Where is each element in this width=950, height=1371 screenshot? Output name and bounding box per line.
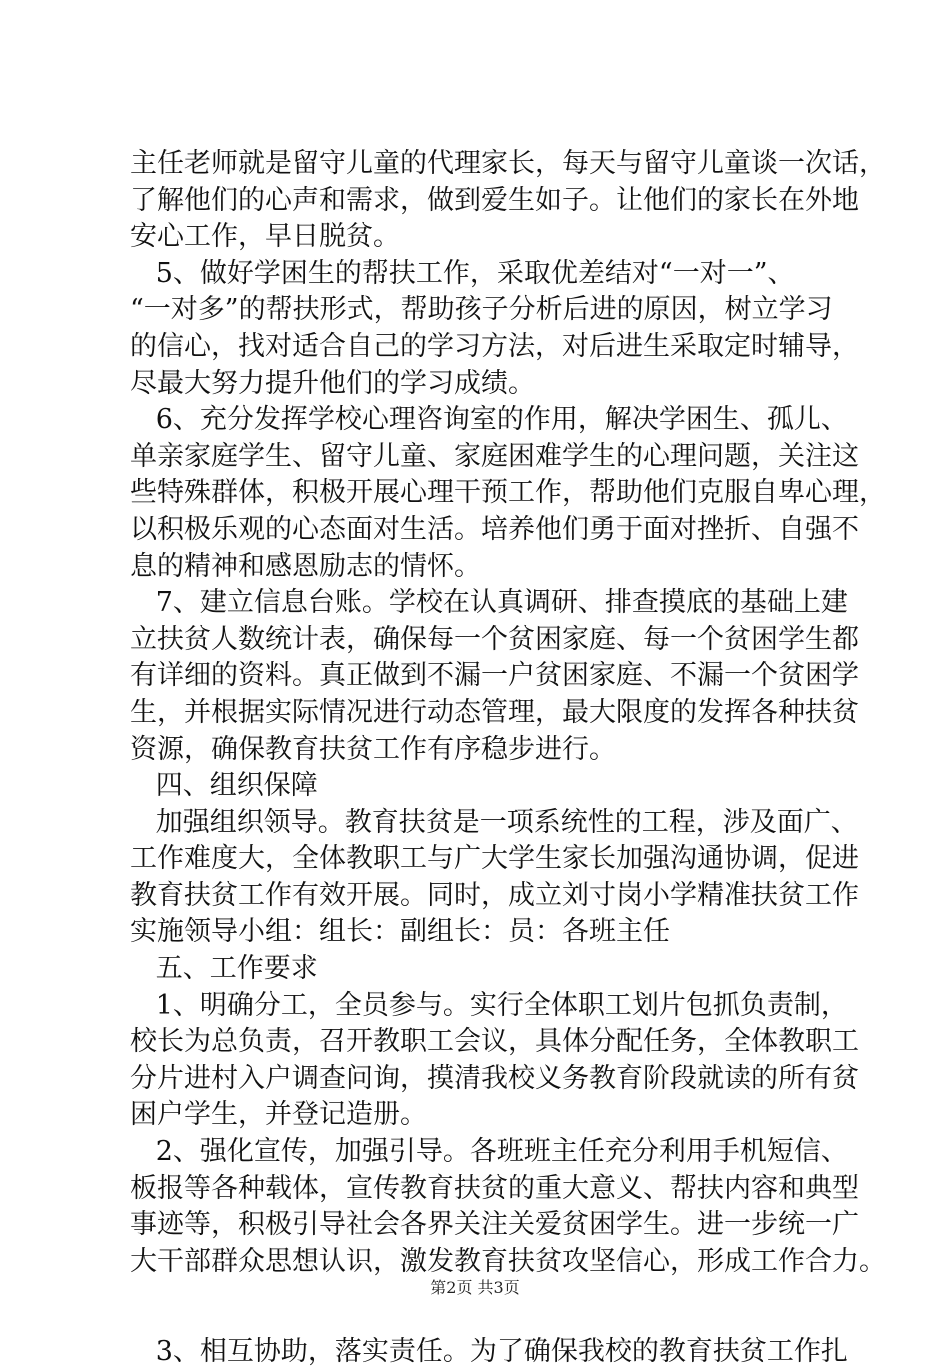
text-line: 主任老师就是留守儿童的代理家长，每天与留守儿童谈一次话，: [130, 148, 886, 179]
section-heading: 四、组织保障: [130, 770, 318, 802]
text-line: 以积极乐观的心态面对生活。培养他们勇于面对挫折、自强不: [130, 513, 859, 545]
text-line: 息的精神和感恩励志的情怀。: [130, 550, 481, 582]
text-line: “一对多”的帮扶形式，帮助孩子分析后进的原因，树立学习: [130, 294, 833, 326]
text-line: 2、强化宣传，加强引导。各班班主任充分利用手机短信、: [130, 1136, 848, 1168]
text-line: 板报等各种载体，宣传教育扶贫的重大意义、帮扶内容和典型: [130, 1172, 859, 1204]
text-line: 单亲家庭学生、留守儿童、家庭困难学生的心理问题，关注这: [130, 440, 859, 472]
text-line: 些特殊群体，积极开展心理干预工作，帮助他们克服自卑心理，: [130, 477, 886, 509]
text-line: 分片进村入户调查问询，摸清我校义务教育阶段就读的所有贫: [130, 1062, 859, 1094]
text-line: 困户学生，并登记造册。: [130, 1099, 427, 1131]
text-line: 校长为总负责，召开教职工会议，具体分配任务，全体教职工: [130, 1026, 859, 1058]
text-line: 教育扶贫工作有效开展。同时，成立刘寸岗小学精准扶贫工作: [130, 879, 859, 911]
text-line: 有详细的资料。真正做到不漏一户贫困家庭、不漏一个贫困学: [130, 660, 859, 692]
text-line: 尽最大努力提升他们的学习成绩。: [130, 367, 535, 399]
text-line: 7、建立信息台账。学校在认真调研、排查摸底的基础上建: [130, 587, 848, 619]
text-line: 大干部群众思想认识，激发教育扶贫攻坚信心，形成工作合力。: [130, 1245, 886, 1277]
text-line: 了解他们的心声和需求，做到爱生如子。让他们的家长在外地: [130, 184, 859, 216]
text-line: 实施领导小组：组长：副组长：员：各班主任: [130, 916, 670, 948]
text-line: 资源，确保教育扶贫工作有序稳步进行。: [130, 733, 616, 765]
document-body: [130, 146, 886, 1371]
text-line: 生，并根据实际情况进行动态管理，最大限度的发挥各种扶贫: [130, 696, 859, 728]
text-line: 1、明确分工，全员参与。实行全体职工划片包抓负责制，: [130, 989, 848, 1021]
text-line: 的信心，找对适合自己的学习方法，对后进生采取定时辅导，: [130, 330, 859, 362]
text-line: 3、相互协助，落实责任。为了确保我校的教育扶贫工作扎: [130, 1336, 848, 1368]
text-line: 5、做好学困生的帮扶工作，采取优差结对“一对一”、: [130, 257, 795, 289]
section-heading: 五、工作要求: [130, 953, 318, 985]
text-line: 立扶贫人数统计表，确保每一个贫困家庭、每一个贫困学生都: [130, 623, 859, 655]
text-line: 工作难度大，全体教职工与广大学生家长加强沟通协调，促进: [130, 843, 859, 875]
page-footer: 第2页 共3页: [430, 1278, 520, 1297]
text-line: 安心工作，早日脱贫。: [130, 221, 400, 253]
text-line: 加强组织领导。教育扶贫是一项系统性的工程，涉及面广、: [130, 806, 858, 838]
text-line: 事迹等，积极引导社会各界关注关爱贫困学生。进一步统一广: [130, 1209, 859, 1241]
text-line: 6、充分发挥学校心理咨询室的作用，解决学困生、孤儿、: [130, 404, 848, 436]
